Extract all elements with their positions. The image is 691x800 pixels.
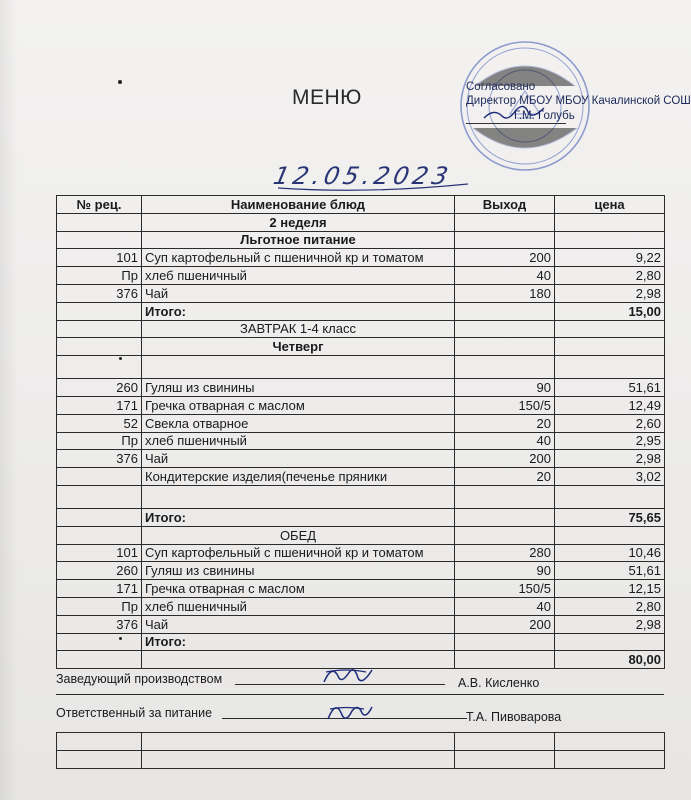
table-row: 171 Гречка отварная с маслом 150/5 12,49	[57, 396, 665, 414]
responsible-signature-icon	[322, 695, 377, 725]
production-signature-label: Заведующий производством	[56, 672, 223, 686]
table-row: 101 Суп картофельный с пшеничной кр и томатом 280 10,46	[57, 544, 665, 562]
week-row	[57, 213, 665, 231]
responsible-person-name: Т.А. Пивоварова	[466, 710, 562, 724]
total-row	[57, 508, 665, 526]
table-row: 52 Свекла отварное 20 2,60	[57, 414, 665, 432]
ink-dot	[119, 637, 122, 640]
responsible-signature-label: Ответственный за питание	[56, 706, 213, 720]
page-shadow	[0, 0, 18, 800]
day-label: Четверг	[142, 338, 455, 356]
ink-dot	[118, 80, 122, 84]
header-num: № рец.	[57, 196, 142, 214]
empty-footer-table	[56, 732, 665, 769]
table-row: 376 Чай 180 2,98	[57, 284, 665, 302]
director-signature-icon	[480, 100, 550, 126]
date-text: 12.05.2023	[271, 162, 455, 190]
empty-row	[57, 733, 665, 751]
total-value: 75,65	[555, 508, 665, 526]
total-row	[57, 302, 665, 320]
table-row: 171 Гречка отварная с маслом 150/5 12,15	[57, 580, 665, 598]
total-label: Итого:	[142, 508, 455, 526]
header-output: Выход	[455, 196, 555, 214]
section-lunch: ОБЕД	[142, 526, 455, 544]
production-signature-icon	[318, 660, 378, 690]
handwritten-date	[268, 160, 478, 196]
table-row: 376 Чай 200 2,98	[57, 450, 665, 468]
table-row: Кондитерские изделия(печенье пряники 20 3,02	[57, 468, 665, 486]
section-benefit: Льготное питание	[142, 231, 455, 249]
section-row	[57, 231, 665, 249]
table-row: Пр хлеб пшеничный 40 2,80	[57, 267, 665, 285]
table-row: 260 Гуляш из свинины 90 51,61	[57, 379, 665, 397]
menu-table	[56, 195, 665, 669]
total-value: 80,00	[555, 651, 665, 669]
header-price: цена	[555, 196, 665, 214]
section-row	[57, 526, 665, 544]
empty-row	[57, 356, 665, 379]
total-label: Итого:	[142, 302, 455, 320]
week-label: 2 неделя	[142, 213, 455, 231]
empty-row	[57, 751, 665, 769]
table-row: Пр хлеб пшеничный 40 2,80	[57, 597, 665, 615]
table-header-row	[57, 196, 665, 214]
page-title: МЕНЮ	[292, 86, 362, 109]
approval-title: Согласовано	[466, 81, 536, 93]
empty-row	[57, 485, 665, 508]
day-row	[57, 338, 665, 356]
table-row: 260 Гуляш из свинины 90 51,61	[57, 562, 665, 580]
table-row: Пр хлеб пшеничный 40 2,95	[57, 432, 665, 450]
section-breakfast: ЗАВТРАК 1-4 класс	[142, 320, 455, 338]
approval-position: Директор МБОУ МБОУ Качалинской СОШ	[466, 95, 691, 107]
approval-name: Г.М. Голубь	[514, 110, 575, 122]
header-name: Наименование блюд	[142, 196, 455, 214]
ink-dot	[119, 357, 122, 360]
section-row	[57, 320, 665, 338]
table-row: 376 Чай 200 2,98	[57, 615, 665, 633]
total-value: 15,00	[555, 302, 665, 320]
production-manager-name: А.В. Кисленко	[458, 676, 540, 690]
total-label: Итого:	[142, 633, 455, 651]
table-row: 101 Суп картофельный с пшеничной кр и томатом 200 9,22	[57, 249, 665, 267]
total-row	[57, 633, 665, 651]
